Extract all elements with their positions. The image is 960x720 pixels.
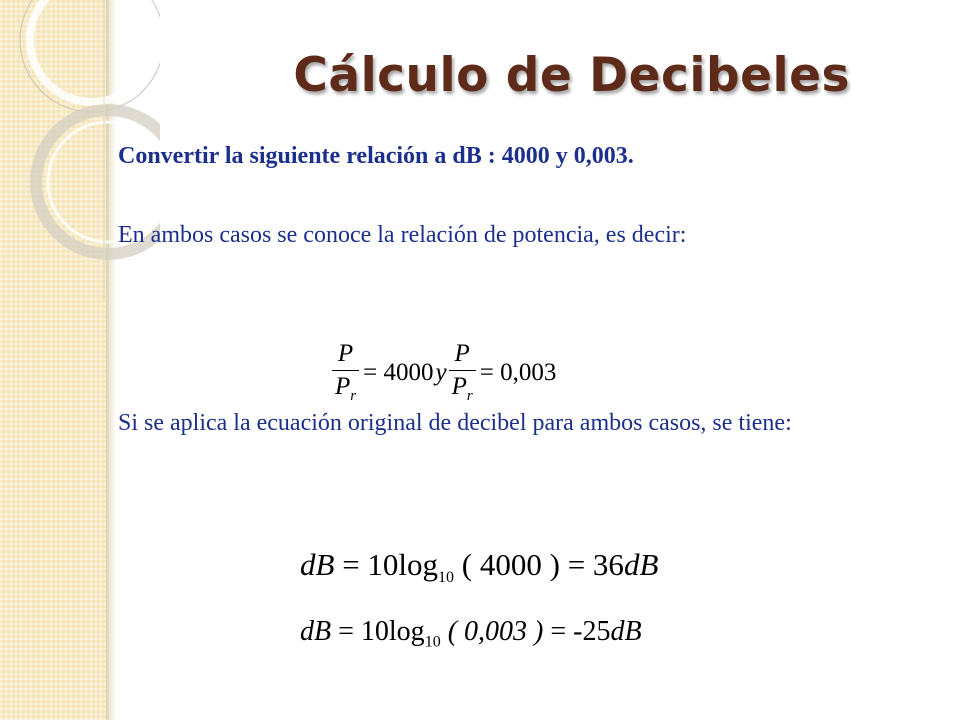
eq-result: = 36 — [567, 547, 624, 582]
log-argument: ( 0,003 ) — [447, 616, 544, 647]
equation-connector: y — [435, 358, 447, 386]
denominator-base: P — [451, 373, 467, 400]
ratio-value-4000: = 4000 — [363, 358, 434, 386]
eq-result: = -25 — [550, 616, 611, 647]
decibel-equation-0003 — [300, 616, 642, 652]
eq-operator: = 10log — [342, 547, 439, 582]
log-argument: ( 4000 ) — [461, 547, 560, 582]
ratio-fraction-2 — [449, 340, 476, 405]
eq-lhs: dB — [300, 616, 332, 647]
fraction-denominator — [332, 370, 359, 405]
denominator-subscript: r — [350, 388, 357, 404]
ratio-fraction-1 — [332, 340, 359, 405]
problem-statement: Convertir la siguiente relación a dB : 4000 y 0,003. — [118, 143, 634, 169]
eq-operator: = 10log — [338, 616, 425, 647]
paragraph-apply-equation: Si se aplica la ecuación original de decibel para ambos casos, se tiene: — [118, 410, 792, 436]
eq-unit: dB — [610, 616, 642, 647]
log-base: 10 — [438, 569, 455, 587]
power-ratio-equation — [330, 340, 558, 405]
eq-lhs: dB — [300, 547, 335, 582]
eq-unit: dB — [623, 547, 659, 582]
ratio-value-0003: = 0,003 — [479, 358, 557, 386]
slide-title: Cálculo de Decibeles — [293, 48, 850, 103]
fraction-denominator — [449, 370, 476, 405]
denominator-subscript: r — [466, 388, 473, 404]
log-base: 10 — [424, 633, 441, 651]
denominator-base: P — [335, 373, 351, 400]
decibel-equation-4000 — [300, 547, 658, 587]
paragraph-power-ratio: En ambos casos se conoce la relación de potencia, es decir: — [118, 222, 687, 248]
fraction-numerator: P — [454, 340, 470, 367]
fraction-numerator: P — [337, 340, 354, 367]
